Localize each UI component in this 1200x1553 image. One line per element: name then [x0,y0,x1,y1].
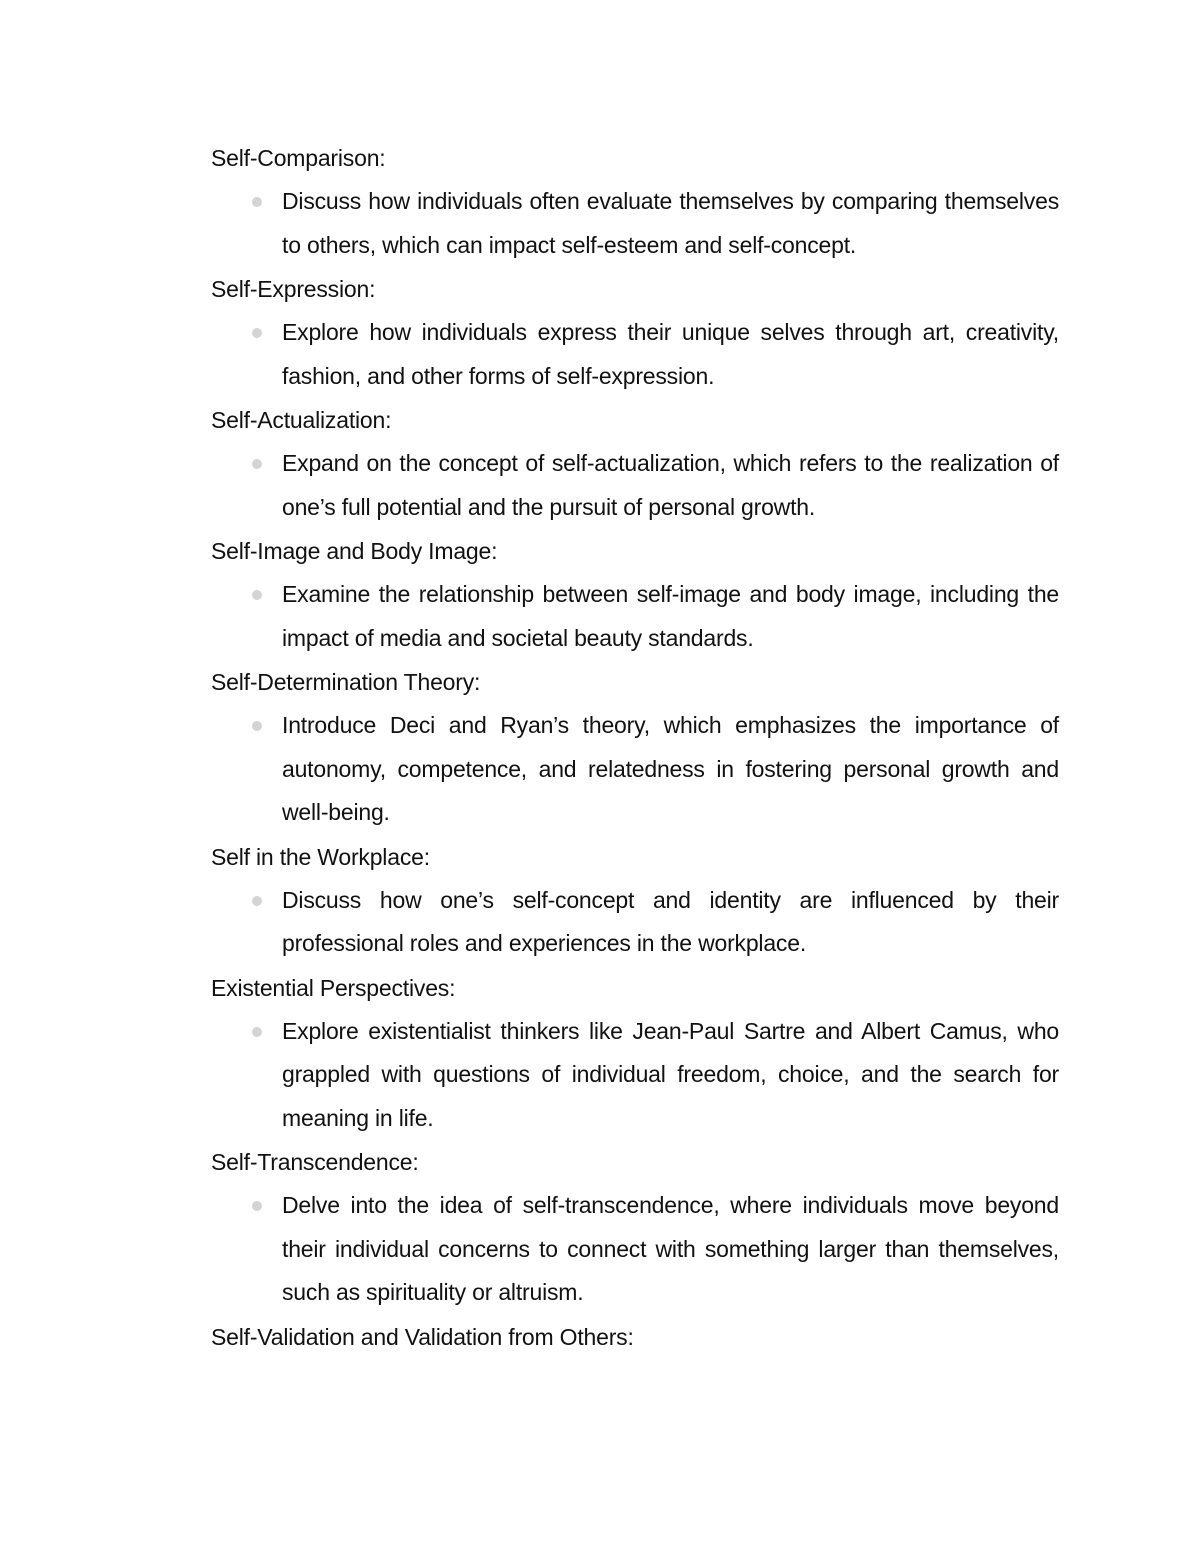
bullet-dot-icon [252,590,262,600]
list-item-text: Expand on the concept of self-actualization, which refers to the realization of one’s full potential and the pursuit of personal growth. [282,450,1059,520]
list-item [211,1010,1059,1141]
bullet-dot-icon [252,328,262,338]
list-item-text: Discuss how individuals often evaluate themselves by comparing themselves to others, which can impact self-esteem and self-concept. [282,188,1059,258]
list-item [211,442,1059,529]
list-item-text: Examine the relationship between self-image and body image, including the impact of media and societal beauty standards. [282,581,1059,651]
section-heading-self-image: Self-Image and Body Image: [211,538,498,564]
bullet-list [211,573,1059,660]
bullet-dot-icon [252,1027,262,1037]
list-item-text: Discuss how one’s self-concept and identity are influenced by their professional roles and experiences in the workplace. [282,886,1059,956]
section-heading-existential-perspectives: Existential Perspectives: [211,974,456,1001]
list-item-text: Explore existentialist thinkers like Jean-Paul Sartre and Albert Camus, who grappled with questions of individual freedom, choice, and the search for meaning in life. [282,1017,1059,1131]
section-heading-self-validation: Self-Validation and Validation from Others: [211,1323,634,1350]
bullet-dot-icon [252,721,262,731]
section-heading-self-expression: Self-Expression: [211,276,376,302]
list-item-text: Delve into the idea of self-transcendence, where individuals move beyond their individual concerns to connect with something larger than themselves, such as spirituality or altruism. [282,1192,1059,1305]
document-page [211,136,1059,1359]
section-heading-self-determination: Self-Determination Theory: [211,669,481,695]
bullet-dot-icon [252,896,262,906]
list-item [211,1184,1059,1315]
bullet-list [211,311,1059,398]
list-item [211,311,1059,398]
section-heading-self-in-workplace: Self in the Workplace: [211,843,430,870]
bullet-dot-icon [252,197,262,207]
section-heading-self-actualization: Self-Actualization: [211,407,392,433]
bullet-list [211,1010,1059,1141]
list-item [211,180,1059,267]
list-item-text: Explore how individuals express their unique selves through art, creativity, fashion, and other forms of self-expression. [282,319,1059,389]
list-item [211,573,1059,660]
list-item [211,879,1059,966]
list-item [211,704,1059,835]
list-item-text: Introduce Deci and Ryan’s theory, which emphasizes the importance of autonomy, competence, and relatedness in fostering personal growth and well-being. [282,712,1059,825]
bullet-dot-icon [252,459,262,469]
section-heading-self-comparison: Self-Comparison: [211,145,386,171]
bullet-list [211,704,1059,835]
bullet-dot-icon [252,1201,262,1211]
bullet-list [211,879,1059,966]
bullet-list [211,1184,1059,1315]
section-heading-self-transcendence: Self-Transcendence: [211,1149,419,1175]
bullet-list [211,180,1059,267]
bullet-list [211,442,1059,529]
